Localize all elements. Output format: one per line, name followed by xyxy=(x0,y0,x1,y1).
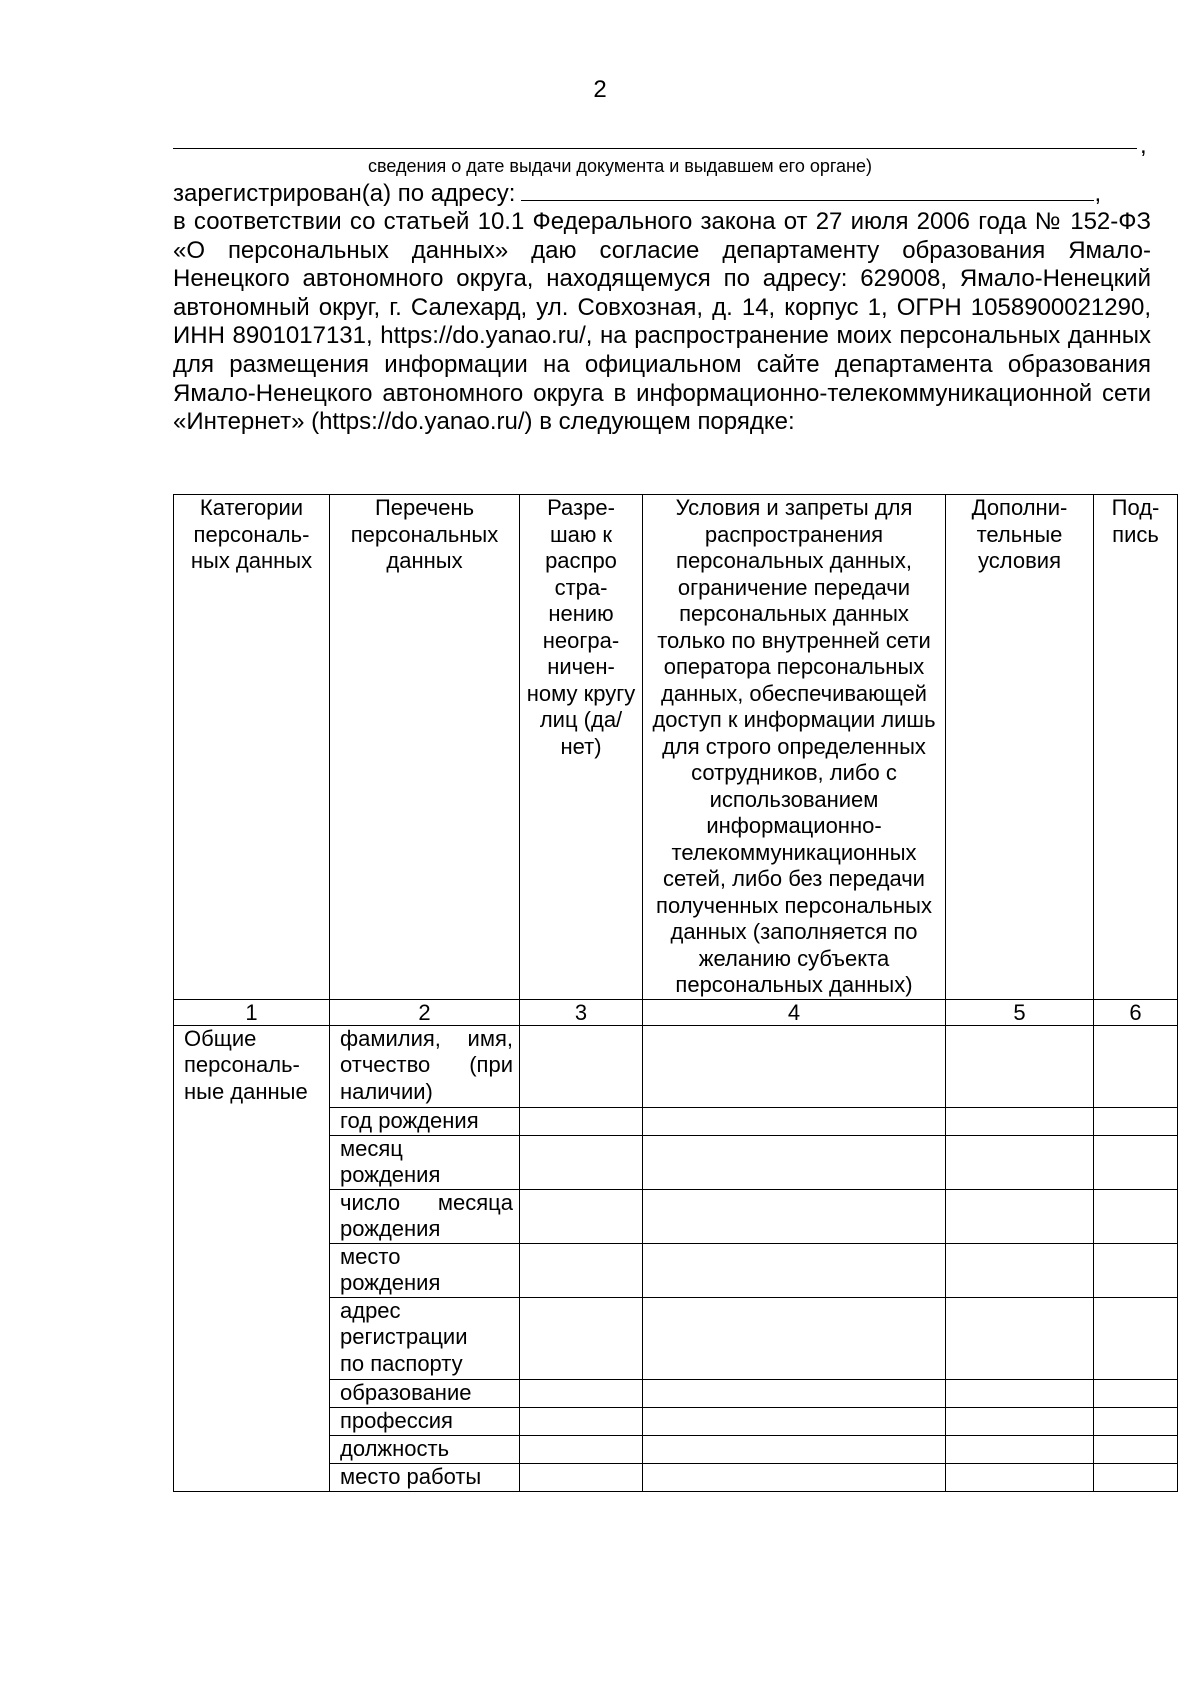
signature-cell[interactable] xyxy=(1094,1463,1178,1491)
header-additional: Дополни-тельные условия xyxy=(946,495,1094,1000)
signature-cell[interactable] xyxy=(1094,1435,1178,1463)
address-blank[interactable] xyxy=(521,180,1094,201)
signature-cell[interactable] xyxy=(1094,1297,1178,1379)
conditions-cell[interactable] xyxy=(643,1407,946,1435)
data-item: профессия xyxy=(330,1407,520,1435)
data-item: год рождения xyxy=(330,1107,520,1135)
signature-cell[interactable] xyxy=(1094,1189,1178,1243)
data-item: образование xyxy=(330,1379,520,1407)
conditions-cell[interactable] xyxy=(643,1025,946,1107)
additional-cell[interactable] xyxy=(946,1463,1094,1491)
conditions-cell[interactable] xyxy=(643,1463,946,1491)
conditions-cell[interactable] xyxy=(643,1135,946,1189)
permission-cell[interactable] xyxy=(520,1189,643,1243)
header-signature: Под-пись xyxy=(1094,495,1178,1000)
conditions-cell[interactable] xyxy=(643,1435,946,1463)
conditions-cell[interactable] xyxy=(643,1189,946,1243)
header-permission: Разре-шаю к распро стра-нению неогра-ничен-ному кругу лиц (да/нет) xyxy=(520,495,643,1000)
permission-cell[interactable] xyxy=(520,1107,643,1135)
additional-cell[interactable] xyxy=(946,1107,1094,1135)
column-number: 5 xyxy=(946,999,1094,1025)
page-number: 2 xyxy=(593,76,607,103)
table-header-row xyxy=(174,495,1178,1000)
consent-paragraph: в соответствии со статьей 10.1 Федерального закона от 27 июля 2006 года № 152-ФЗ «О персональных данных» даю согласие департаменту образования Ямало-Ненецкого автономного округа, находящемуся по адресу: 629008, Ямало-Ненецкий автономный округ, г. Салехард, ул. Совхозная, д. 14, корпус 1, ОГРН 1058900021290, ИНН 8901017131, https://do.yanao.ru/, на распространение моих персональных данных для размещения информации на официальном сайте департамента образования Ямало-Ненецкого автономного округа в информационно-телекоммуникационной сети «Интернет» (https://do.yanao.ru/) в следующем порядке: xyxy=(173,208,1151,436)
data-item: место рождения xyxy=(330,1243,520,1297)
data-item: месяц рождения xyxy=(330,1135,520,1189)
data-item: адрес регистрации по паспорту xyxy=(330,1297,520,1379)
signature-cell[interactable] xyxy=(1094,1407,1178,1435)
signature-cell[interactable] xyxy=(1094,1243,1178,1297)
blank-caption: сведения о дате выдачи документа и выдавшем его органе) xyxy=(367,156,873,176)
additional-cell[interactable] xyxy=(946,1243,1094,1297)
additional-cell[interactable] xyxy=(946,1407,1094,1435)
permission-cell[interactable] xyxy=(520,1379,643,1407)
permission-cell[interactable] xyxy=(520,1243,643,1297)
permission-cell[interactable] xyxy=(520,1025,643,1107)
column-number: 6 xyxy=(1094,999,1178,1025)
column-number-row xyxy=(174,999,1178,1025)
category-cell: Общие персональ-ные данные xyxy=(174,1025,330,1491)
additional-cell[interactable] xyxy=(946,1297,1094,1379)
table-row xyxy=(174,1025,1178,1107)
conditions-cell[interactable] xyxy=(643,1243,946,1297)
additional-cell[interactable] xyxy=(946,1379,1094,1407)
additional-cell[interactable] xyxy=(946,1135,1094,1189)
permission-cell[interactable] xyxy=(520,1135,643,1189)
registered-label: зарегистрирован(а) по адресу: xyxy=(173,180,516,207)
conditions-cell[interactable] xyxy=(643,1297,946,1379)
additional-cell[interactable] xyxy=(946,1189,1094,1243)
conditions-cell[interactable] xyxy=(643,1379,946,1407)
column-number: 1 xyxy=(174,999,330,1025)
data-item: место работы xyxy=(330,1463,520,1491)
additional-cell[interactable] xyxy=(946,1435,1094,1463)
additional-cell[interactable] xyxy=(946,1025,1094,1107)
header-conditions: Условия и запреты для распространения персональных данных, ограничение передачи персональных данных только по внутренней сети оператора персональных данных, обеспечивающей доступ к информации лишь для строго определенных сотрудников, либо с использованием информационно-телекоммуникационных сетей, либо без передачи полученных персональных данных (заполняется по желанию субъекта персональных данных) xyxy=(643,495,946,1000)
blank-comma: , xyxy=(1140,132,1147,159)
data-item: число месяца рождения xyxy=(330,1189,520,1243)
signature-cell[interactable] xyxy=(1094,1107,1178,1135)
data-item: должность xyxy=(330,1435,520,1463)
issuing-authority-blank[interactable] xyxy=(173,126,1137,149)
consent-table xyxy=(173,494,1178,1492)
signature-cell[interactable] xyxy=(1094,1379,1178,1407)
header-data-list: Перечень персональных данных xyxy=(330,495,520,1000)
permission-cell[interactable] xyxy=(520,1435,643,1463)
header-categories: Категории персональ-ных данных xyxy=(174,495,330,1000)
address-line xyxy=(173,180,1153,208)
permission-cell[interactable] xyxy=(520,1407,643,1435)
data-item: фамилия, имя, отчество (при наличии) xyxy=(330,1025,520,1107)
column-number: 3 xyxy=(520,999,643,1025)
conditions-cell[interactable] xyxy=(643,1107,946,1135)
permission-cell[interactable] xyxy=(520,1463,643,1491)
column-number: 4 xyxy=(643,999,946,1025)
address-comma: , xyxy=(1094,180,1102,207)
signature-cell[interactable] xyxy=(1094,1135,1178,1189)
permission-cell[interactable] xyxy=(520,1297,643,1379)
signature-cell[interactable] xyxy=(1094,1025,1178,1107)
column-number: 2 xyxy=(330,999,520,1025)
